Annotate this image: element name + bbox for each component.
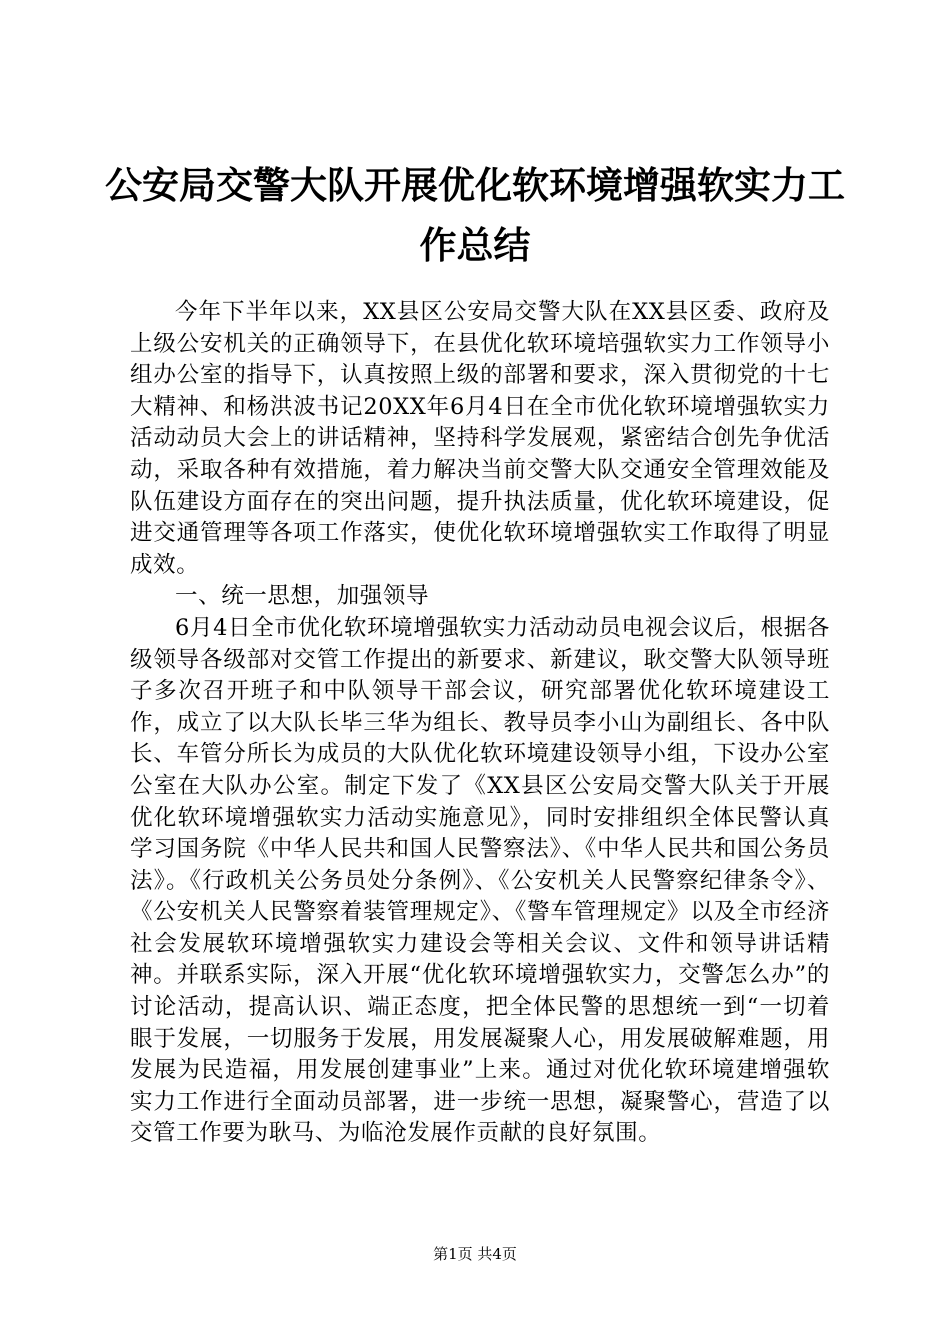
page-footer: 第1页 共4页 [433, 1245, 517, 1263]
intro-paragraph: 今年下半年以来，XX县区公安局交警大队在XX县区委、政府及上级公安机关的正确领导下，在县优化软环境培强软实力工作领导小组办公室的指导下，认真按照上级的部署和要求，深入贯彻党的十七大精神、和杨洪波书记20XX年6月4日在全市优化软环境增强软实力活动动员大会上的讲话精神，坚持科学发展观，紧密结合创先争优活动，采取各种有效措施，着力解决当前交警大队交通安全管理效能及队伍建设方面存在的突出问题，提升执法质量，优化软环境建设，促进交通管理等各项工作落实，使优化软环境增强软实工作取得了明显成效。 [130, 299, 830, 578]
document-title: 公安局交警大队开展优化软环境增强软实力工作总结 [105, 164, 845, 267]
section-heading: 一、统一思想，加强领导 [175, 583, 430, 610]
document-body [130, 297, 830, 1150]
section-paragraph: 6月4日全市优化软环境增强软实力活动动员电视会议后，根据各级领导各级部对交管工作提出的新要求、新建议，耿交警大队领导班子多次召开班子和中队领导干部会议，研究部署优化软环境建设工作，成立了以大队长毕三华为组长、教导员李小山为副组长、各中队长、车管分所长为成员的大队优化软环境建设领导小组，下设办公室公室在大队办公室。制定下发了《XX县区公安局交警大队关于开展优化软环境增强软实力活动实施意见》，同时安排组织全体民警认真学习国务院《中华人民共和国人民警察法》、《中华人民共和国公务员法》。《行政机关公务员处分条例》、《公安机关人民警察纪律条令》、《公安机关人民警察着装管理规定》、《警车管理规定》以及全市经济社会发展软环境增强软实力建设会等相关会议、文件和领导讲话精神。并联系实际，深入开展“优化软环境增强软实力，交警怎么办”的讨论活动，提高认识、端正态度，把全体民警的思想统一到“一切着眼于发展，一切服务于发展，用发展凝聚人心，用发展破解难题，用发展为民造福，用发展创建事业”上来。通过对优化软环境建增强软实力工作进行全面动员部署，进一步统一思想，凝聚警心，营造了以交管工作要为耿马、为临沧发展作贡献的良好氛围。 [130, 614, 830, 1147]
